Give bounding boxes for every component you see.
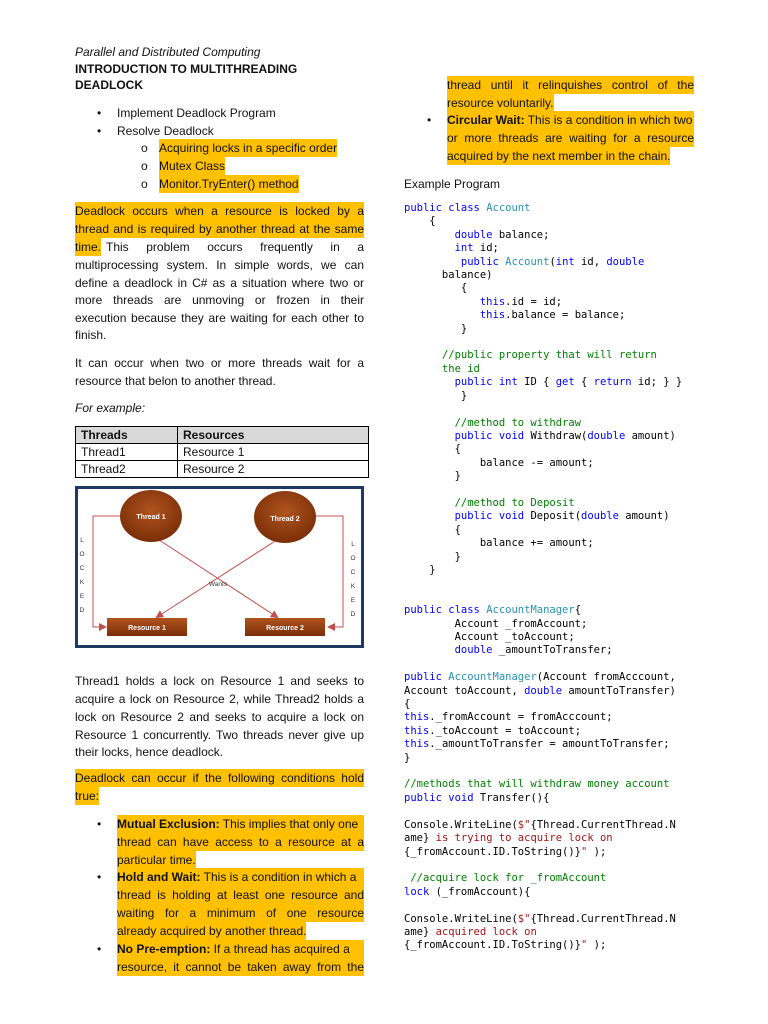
condition-line: acquired by the next member in the chain. xyxy=(447,149,671,163)
condition-term: Circular Wait: xyxy=(447,113,525,127)
condition-line: thread until it relinquishes control of the xyxy=(447,78,694,92)
bullet-icon: • xyxy=(427,113,432,127)
para3-line: their locks, hence deadlock. xyxy=(75,745,224,759)
outline-subitem: Monitor.TryEnter() method xyxy=(159,177,299,191)
para3-line: Thread1 holds a lock on Resource 1 and seeks to xyxy=(75,674,364,688)
table-cell: Thread2 xyxy=(76,461,178,478)
para2-line: resource that belon to another thread. xyxy=(75,374,276,388)
resource2-label: Resource 2 xyxy=(266,625,304,632)
condition-line: thread is holding at least one resource and xyxy=(117,888,364,902)
locked-letter: E xyxy=(79,593,85,600)
intro-line: time. xyxy=(75,240,102,254)
thread2-label: Thread 2 xyxy=(270,516,300,523)
for-example-label: For example: xyxy=(75,401,146,415)
locked-letter: L xyxy=(351,541,355,548)
condition-line: particular time. xyxy=(117,853,196,867)
course-title: Parallel and Distributed Computing xyxy=(75,45,261,59)
condition-line: resource voluntarily. xyxy=(447,96,554,110)
outline-subitem: Mutex Class xyxy=(159,159,226,173)
page-subtitle: DEADLOCK xyxy=(75,78,143,92)
condition-line: resource, it cannot be taken away from the xyxy=(117,960,364,974)
bullet-icon: • xyxy=(97,106,102,120)
condition-text: This is a condition in which a xyxy=(200,870,357,884)
para3-line: acquire a lock on Resource 2, while Thread2 holds a xyxy=(75,692,364,706)
condition-line: already acquired by another thread. xyxy=(117,924,307,938)
table-cell: Resource 2 xyxy=(178,461,369,478)
locked-letter: D xyxy=(350,611,356,618)
outline-item: Implement Deadlock Program xyxy=(117,106,276,120)
condition-term: Hold and Wait: xyxy=(117,870,201,884)
intro-line: multiprocessing system. In simple words, we can xyxy=(75,258,364,272)
outline-item: Resolve Deadlock xyxy=(117,124,214,138)
condition-line: thread can have access to a resource at a xyxy=(117,835,364,849)
resource1-label: Resource 1 xyxy=(128,625,166,632)
bullet-icon: • xyxy=(97,817,102,831)
conditions-intro-line: true: xyxy=(75,789,100,803)
locked-letter: O xyxy=(79,551,85,558)
intro-line: finish. xyxy=(75,328,107,342)
condition-line: or more threads are waiting for a resource xyxy=(447,131,694,145)
condition-line xyxy=(117,940,364,958)
bullet-icon: • xyxy=(97,124,102,138)
condition-term: Mutual Exclusion: xyxy=(117,817,220,831)
intro-line: This problem occurs frequently in a xyxy=(106,240,364,254)
circle-bullet-icon: o xyxy=(141,177,148,191)
locked-letter: K xyxy=(79,579,85,586)
table-header: Resources xyxy=(178,427,369,444)
condition-line xyxy=(117,868,364,886)
locked-letter: O xyxy=(350,555,356,562)
table-row xyxy=(76,444,369,461)
intro-line: thread and is required by another thread at the same xyxy=(75,222,364,236)
locked-letter: D xyxy=(79,607,85,614)
intro-line: more threads are unmoving or frozen in their xyxy=(75,293,364,307)
condition-line xyxy=(447,111,694,129)
para2-line: It can occur when two or more threads wait for a xyxy=(75,356,364,370)
intro-line: define a deadlock in C# as a situation where two or xyxy=(75,276,364,290)
code-block: public class Account { double balance; int id; public Account(int id, double balance) { this.id = id; this.balance = balance; } //public property that will return the id public int ID { get { return id; } } } //method to withdraw public void Withdraw(double amount) { balance -= amount; } //method to Deposit public void Deposit(double amount) { balance += amount; } } public class AccountManager{ Account _fromAccount; Account _toAccount; double _amountToTransfer; public AccountManager(Account fromAcccount, Account toAccount, double amountToTransfer) { this._fromAccount = fromAcccount; this._toAccount = toAccount; this._amountToTransfer = amountToTransfer; } //methods that will withdraw money account public void Transfer(){ Console.WriteLine($"{Thread.CurrentThread.N ame} is trying to acquire lock on {_fromAccount.ID.ToString()}" ); //acquire lock for _fromAccount lock (_fromAccount){ Console.WriteLine($"{Thread.CurrentThread.N ame} acquired lock on {_fromAccount.ID.ToString()}" ); xyxy=(404,202,683,952)
condition-text: This is a condition in which two xyxy=(524,113,693,127)
condition-text: If a thread has acquired a xyxy=(210,942,350,956)
example-label: Example Program xyxy=(404,177,501,191)
locked-letter: C xyxy=(350,569,356,576)
conditions-intro-line: Deadlock can occur if the following conditions hold xyxy=(75,771,364,785)
condition-line xyxy=(117,815,364,833)
threads-table xyxy=(75,426,369,478)
condition-term: No Pre-emption: xyxy=(117,942,211,956)
locked-letter: K xyxy=(350,583,356,590)
condition-text: This implies that only one xyxy=(219,817,359,831)
bullet-icon: • xyxy=(97,942,102,956)
intro-line: execution because they are waiting for each other to xyxy=(75,311,364,325)
table-cell: Resource 1 xyxy=(178,444,369,461)
circle-bullet-icon: o xyxy=(141,159,148,173)
locked-letter: C xyxy=(79,565,85,572)
wants-label: Wants xyxy=(208,581,228,588)
para3-line: lock on Resource 2 and seeks to acquire a lock on xyxy=(75,710,364,724)
circle-bullet-icon: o xyxy=(141,141,148,155)
table-cell: Thread1 xyxy=(76,444,178,461)
condition-line: waiting for a minimum of one resource xyxy=(117,906,364,920)
table-header: Threads xyxy=(76,427,178,444)
locked-letter: L xyxy=(80,537,84,544)
para3-line: Resource 1 concurrently. Two threads never give up xyxy=(75,728,364,742)
outline-subitem: Acquiring locks in a specific order xyxy=(159,141,338,155)
thread1-label: Thread 1 xyxy=(136,514,166,521)
intro-line: Deadlock occurs when a resource is locked by a xyxy=(75,204,364,218)
table-row xyxy=(76,461,369,478)
deadlock-diagram xyxy=(75,486,364,648)
page-title: INTRODUCTION TO MULTITHREADING xyxy=(75,62,298,76)
bullet-icon: • xyxy=(97,870,102,884)
locked-letter: E xyxy=(350,597,356,604)
